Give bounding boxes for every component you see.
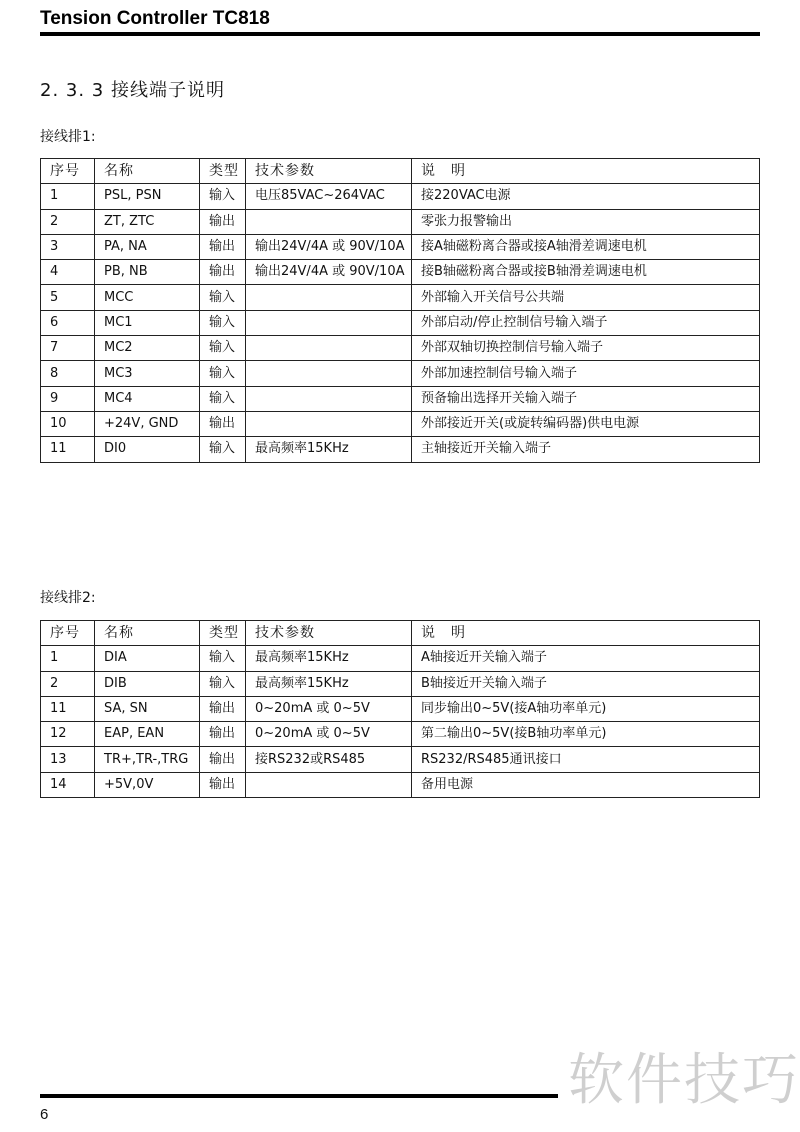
cell-param [246,772,412,797]
cell-name: EAP, EAN [95,722,200,747]
table-row [41,411,760,436]
cell-type: 输出 [200,722,246,747]
terminal-block-1-label: 接线排1: [40,129,96,145]
cell-type: 输出 [200,260,246,285]
cell-desc: B轴接近开关输入端子 [412,671,760,696]
cell-name: PB, NB [95,260,200,285]
cell-no: 11 [41,437,95,462]
cell-desc: 外部输入开关信号公共端 [412,285,760,310]
cell-param: 输出24V/4A 或 90V/10A [246,260,412,285]
section-title: 2. 3. 3 接线端子说明 [40,80,225,101]
cell-type: 输入 [200,361,246,386]
cell-no: 4 [41,260,95,285]
header-cell-desc: 说 明 [412,159,760,184]
cell-no: 1 [41,184,95,209]
table-row [41,209,760,234]
cell-name: MCC [95,285,200,310]
table-header-row [41,159,760,184]
cell-type: 输入 [200,184,246,209]
cell-desc: A轴接近开关输入端子 [412,646,760,671]
cell-desc: 备用电源 [412,772,760,797]
cell-name: SA, SN [95,696,200,721]
cell-no: 3 [41,234,95,259]
cell-param: 最高频率15KHz [246,646,412,671]
cell-type: 输入 [200,336,246,361]
header-cell-param: 技术参数 [246,621,412,646]
cell-type: 输入 [200,386,246,411]
cell-param [246,336,412,361]
cell-desc: 第二输出0~5V(接B轴功率单元) [412,722,760,747]
cell-desc: 外部接近开关(或旋转编码器)供电电源 [412,411,760,436]
header-cell-name: 名称 [95,621,200,646]
cell-param: 电压85VAC~264VAC [246,184,412,209]
cell-no: 2 [41,209,95,234]
cell-no: 8 [41,361,95,386]
cell-no: 9 [41,386,95,411]
cell-param: 最高频率15KHz [246,437,412,462]
cell-param [246,386,412,411]
cell-type: 输入 [200,646,246,671]
cell-name: DIA [95,646,200,671]
table-row [41,772,760,797]
cell-desc: 外部双轴切换控制信号输入端子 [412,336,760,361]
table-row [41,671,760,696]
terminal-block-1-body [41,184,760,462]
header-cell-no: 序号 [41,159,95,184]
table-row [41,747,760,772]
cell-name: +5V,0V [95,772,200,797]
table-row [41,310,760,335]
cell-param: 0~20mA 或 0~5V [246,722,412,747]
header-cell-name: 名称 [95,159,200,184]
cell-type: 输出 [200,234,246,259]
cell-desc: 接A轴磁粉离合器或接A轴滑差调速电机 [412,234,760,259]
cell-desc: 外部启动/停止控制信号输入端子 [412,310,760,335]
table-row [41,696,760,721]
cell-param [246,209,412,234]
cell-no: 5 [41,285,95,310]
cell-type: 输出 [200,209,246,234]
cell-no: 10 [41,411,95,436]
cell-no: 13 [41,747,95,772]
table-header-row [41,621,760,646]
cell-param [246,361,412,386]
cell-no: 7 [41,336,95,361]
cell-no: 12 [41,722,95,747]
cell-param: 最高频率15KHz [246,671,412,696]
cell-type: 输入 [200,310,246,335]
cell-type: 输出 [200,772,246,797]
cell-no: 2 [41,671,95,696]
cell-name: PSL, PSN [95,184,200,209]
footer-rule [40,1094,558,1098]
cell-param [246,310,412,335]
header-cell-desc: 说 明 [412,621,760,646]
cell-param [246,285,412,310]
terminal-block-2-table [40,620,760,798]
cell-param: 0~20mA 或 0~5V [246,696,412,721]
cell-desc: 零张力报警输出 [412,209,760,234]
cell-type: 输入 [200,285,246,310]
table-row [41,437,760,462]
table-row [41,336,760,361]
terminal-block-2-label: 接线排2: [40,590,96,606]
table-row [41,285,760,310]
table-row [41,234,760,259]
cell-desc: 外部加速控制信号输入端子 [412,361,760,386]
cell-desc: 同步输出0~5V(接A轴功率单元) [412,696,760,721]
cell-param: 输出24V/4A 或 90V/10A [246,234,412,259]
cell-desc: RS232/RS485通讯接口 [412,747,760,772]
cell-type: 输入 [200,671,246,696]
document-header-title: Tension Controller TC818 [40,8,270,29]
cell-name: TR+,TR-,TRG [95,747,200,772]
watermark: 软件技巧 [568,1048,800,1113]
cell-no: 1 [41,646,95,671]
table-row [41,722,760,747]
header-cell-param: 技术参数 [246,159,412,184]
cell-desc: 预备输出选择开关输入端子 [412,386,760,411]
cell-no: 6 [41,310,95,335]
header-cell-no: 序号 [41,621,95,646]
cell-type: 输出 [200,411,246,436]
cell-type: 输出 [200,696,246,721]
header-cell-type: 类型 [200,621,246,646]
cell-type: 输出 [200,747,246,772]
terminal-block-2-body [41,646,760,798]
cell-name: MC3 [95,361,200,386]
cell-name: ZT, ZTC [95,209,200,234]
cell-name: +24V, GND [95,411,200,436]
page-number: 6 [40,1106,49,1123]
cell-name: MC1 [95,310,200,335]
cell-name: DI0 [95,437,200,462]
cell-desc: 接B轴磁粉离合器或接B轴滑差调速电机 [412,260,760,285]
table-row [41,184,760,209]
terminal-block-1-table [40,158,760,463]
cell-param [246,411,412,436]
cell-desc: 接220VAC电源 [412,184,760,209]
header-cell-type: 类型 [200,159,246,184]
cell-desc: 主轴接近开关输入端子 [412,437,760,462]
cell-param: 接RS232或RS485 [246,747,412,772]
cell-type: 输入 [200,437,246,462]
table-row [41,361,760,386]
cell-no: 14 [41,772,95,797]
cell-name: DIB [95,671,200,696]
table-row [41,260,760,285]
cell-name: PA, NA [95,234,200,259]
table-row [41,646,760,671]
header-rule [40,32,760,36]
cell-no: 11 [41,696,95,721]
table-row [41,386,760,411]
cell-name: MC4 [95,386,200,411]
cell-name: MC2 [95,336,200,361]
